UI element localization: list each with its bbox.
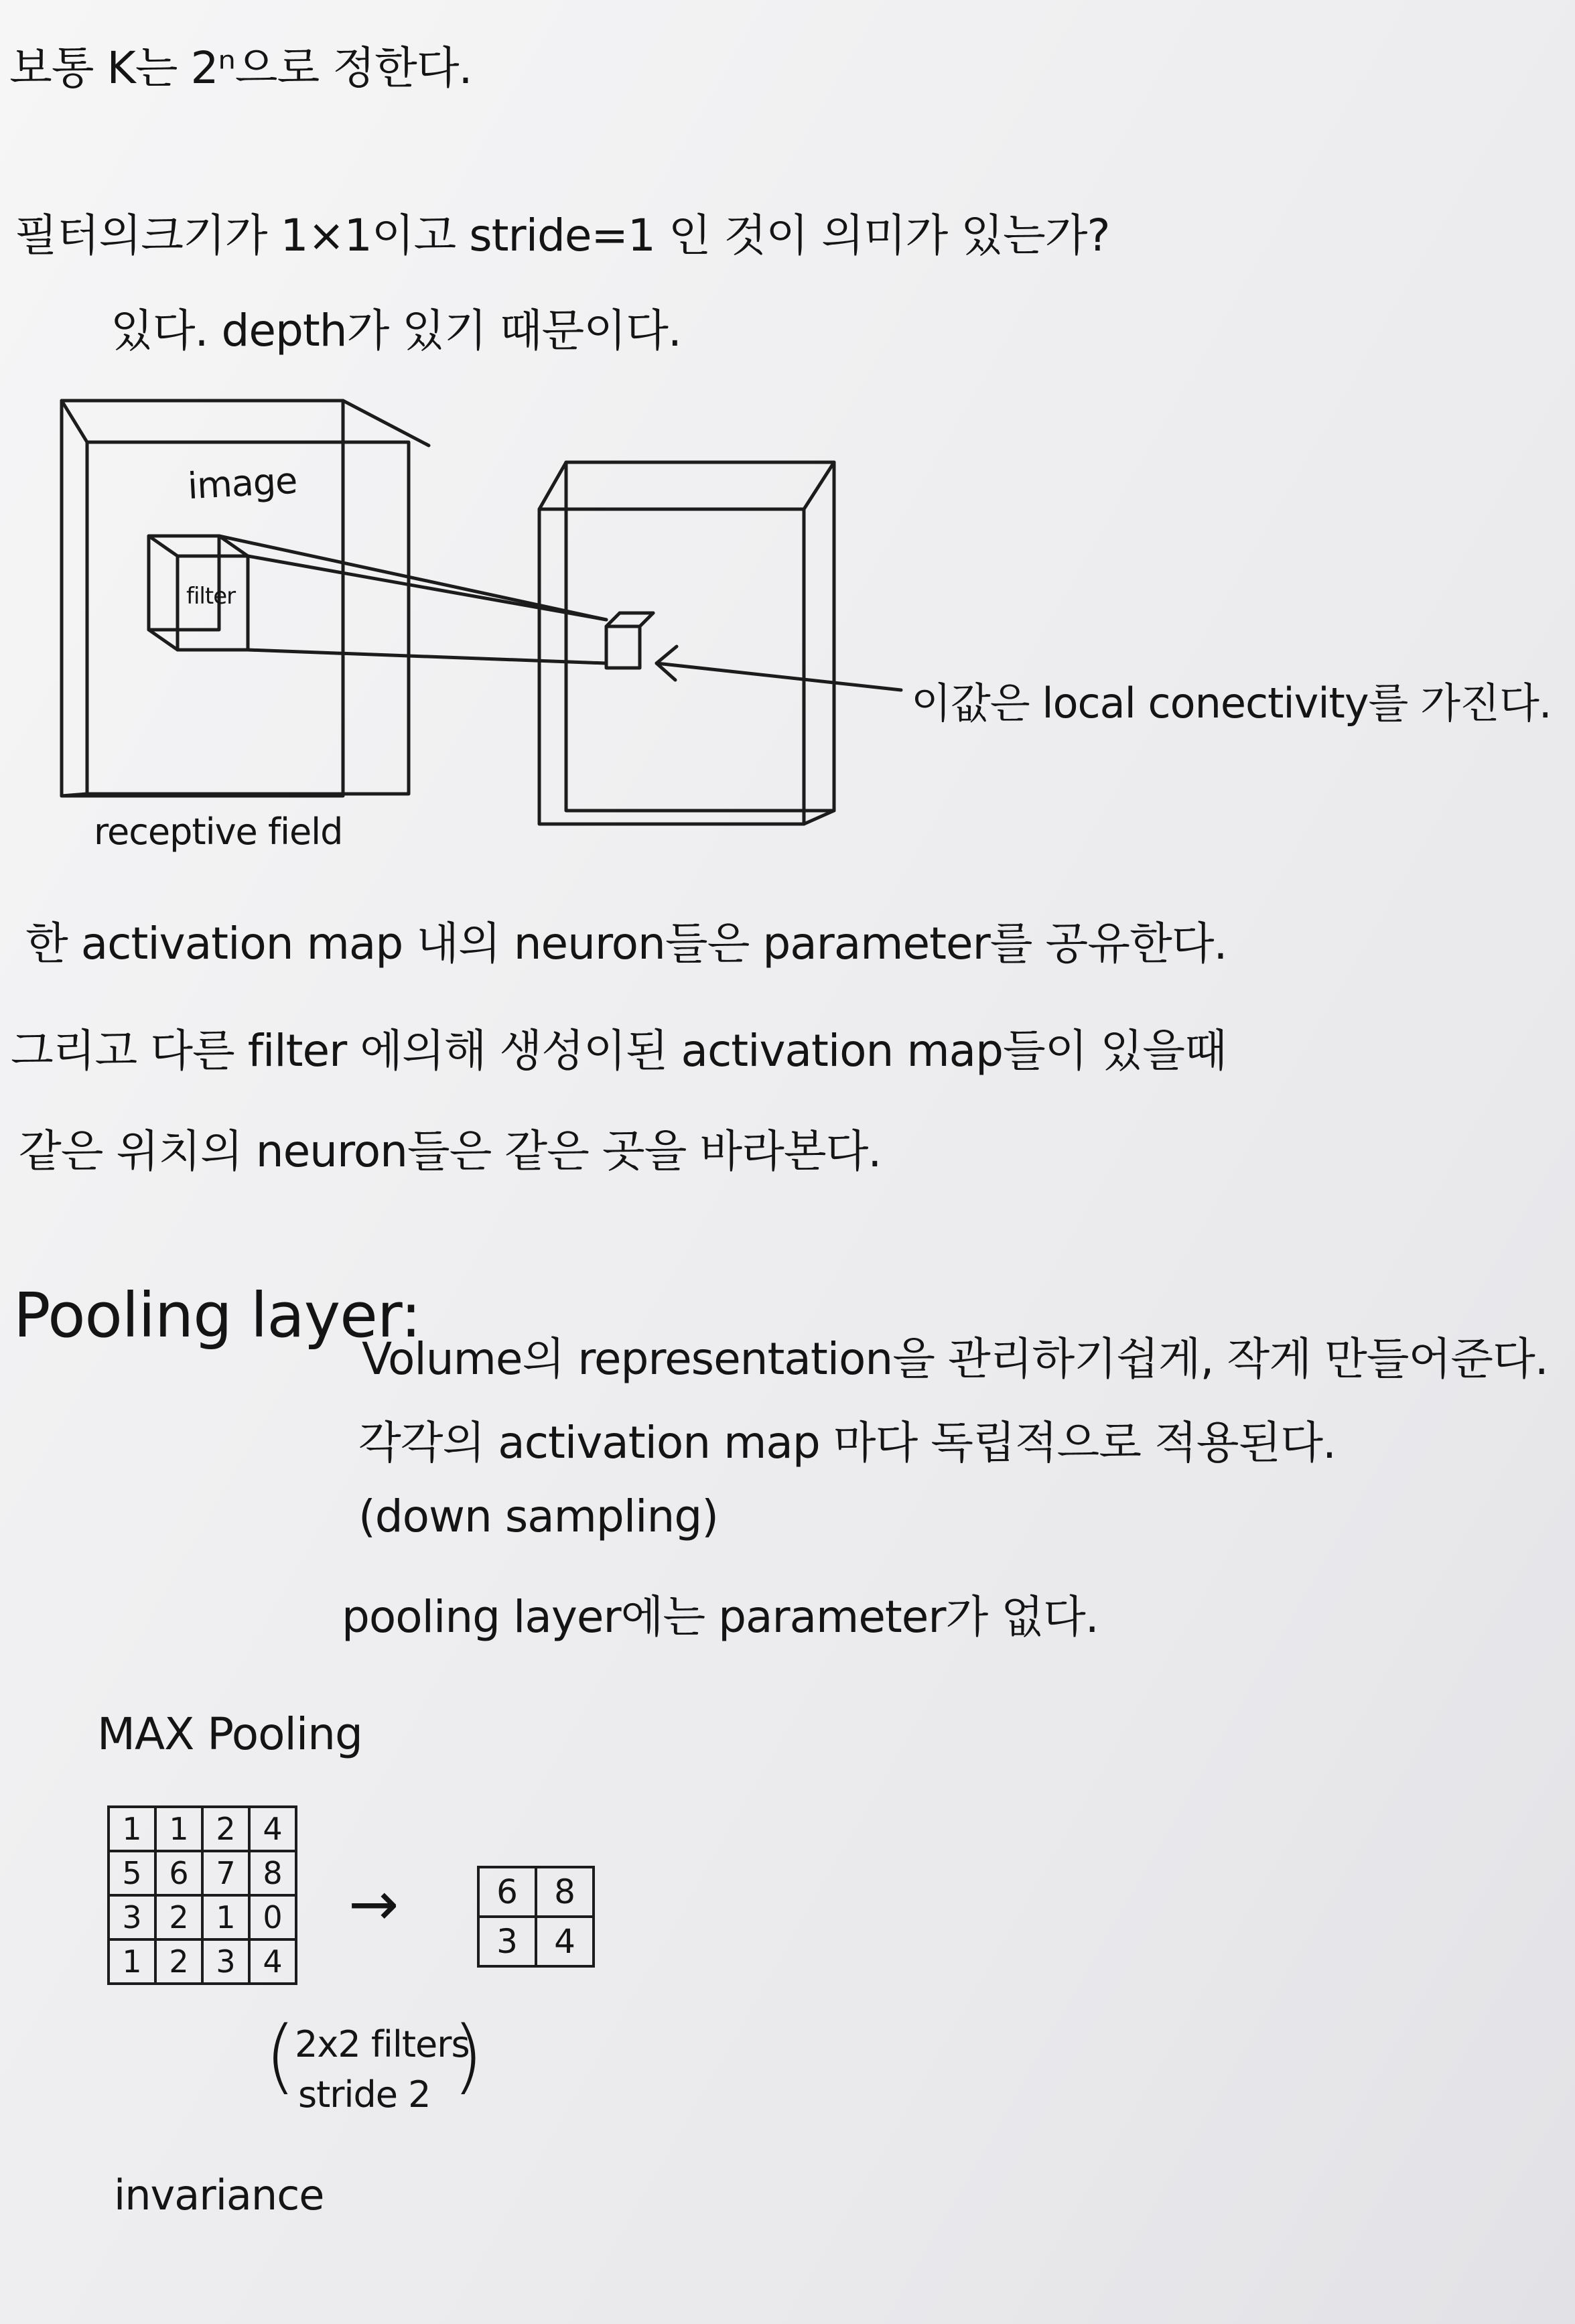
input-cell: 2 <box>155 1895 202 1939</box>
input-cell: 1 <box>109 1939 155 1984</box>
pooling-layer-heading: Pooling layer: <box>13 1280 421 1351</box>
filter-label: filter <box>186 583 236 610</box>
line-share-parameter: 한 activation map 내의 neuron들은 parameter를 공유한다. <box>25 918 1227 969</box>
input-row <box>109 1939 296 1984</box>
input-cell: 3 <box>109 1895 155 1939</box>
neuron-cube <box>606 626 640 668</box>
input-cell: 7 <box>202 1851 249 1895</box>
input-cell: 4 <box>249 1807 296 1851</box>
input-cell: 1 <box>155 1807 202 1851</box>
output-cell: 8 <box>536 1867 594 1917</box>
line-filter-question: 필터의크기가 1×1이고 stride=1 인 것이 의미가 있는가? <box>15 210 1110 261</box>
line-depth-answer: 있다. depth가 있기 때문이다. <box>111 305 681 356</box>
input-cell: 8 <box>249 1851 296 1895</box>
activation-volume-front <box>539 509 804 824</box>
note-bracket-right: ) <box>452 2010 484 2103</box>
pooling-def-4: pooling layer에는 parameter가 없다. <box>342 1591 1099 1643</box>
output-row <box>478 1917 594 1966</box>
activation-volume-back <box>566 462 834 811</box>
input-row <box>109 1807 296 1851</box>
note-bracket-left: ( <box>265 2010 296 2103</box>
max-pooling-output-grid <box>477 1866 595 1968</box>
pooling-stride-note: stride 2 <box>298 2073 431 2116</box>
input-cell: 1 <box>202 1895 249 1939</box>
projection-line-top <box>248 556 606 620</box>
projection-line-bottom <box>248 650 606 663</box>
line-different-filter: 그리고 다른 filter 에의해 생성이된 activation map들이 있을때 <box>11 1025 1227 1077</box>
pooling-def-2: 각각의 activation map 마다 독립적으로 적용된다. <box>358 1417 1336 1468</box>
local-connectivity-note: 이값은 local conectivity를 가진다. <box>911 679 1552 728</box>
output-row <box>478 1867 594 1917</box>
max-pooling-input-grid <box>107 1805 297 1985</box>
input-cell: 3 <box>202 1939 249 1984</box>
output-cell: 3 <box>478 1917 536 1966</box>
invariance-word: invariance <box>114 2171 324 2219</box>
input-cell: 4 <box>249 1939 296 1984</box>
pooling-def-3: (down sampling) <box>358 1491 718 1542</box>
pooling-def-1: Volume의 representation을 관리하기쉽게, 작게 만들어준다. <box>362 1333 1548 1385</box>
input-cell: 6 <box>155 1851 202 1895</box>
input-row <box>109 1851 296 1895</box>
input-row <box>109 1895 296 1939</box>
input-cell: 2 <box>202 1807 249 1851</box>
line-same-position: 같은 위치의 neuron들은 같은 곳을 바라본다. <box>19 1125 882 1177</box>
input-cell: 0 <box>249 1895 296 1939</box>
input-cell: 2 <box>155 1939 202 1984</box>
receptive-field-label: receptive field <box>94 811 343 853</box>
image-label: image <box>186 459 298 508</box>
output-cell: 6 <box>478 1867 536 1917</box>
line-k-power: 보통 K는 2ⁿ으로 정한다. <box>9 42 472 94</box>
pooling-filter-size-note: 2x2 filters <box>295 2023 470 2065</box>
input-cell: 5 <box>109 1851 155 1895</box>
output-cell: 4 <box>536 1917 594 1966</box>
input-cell: 1 <box>109 1807 155 1851</box>
max-pooling-title: MAX Pooling <box>97 1708 362 1760</box>
max-pooling-arrow: → <box>348 1869 399 1939</box>
neuron-arrow-head <box>657 646 677 680</box>
neuron-arrow-line <box>657 663 901 690</box>
